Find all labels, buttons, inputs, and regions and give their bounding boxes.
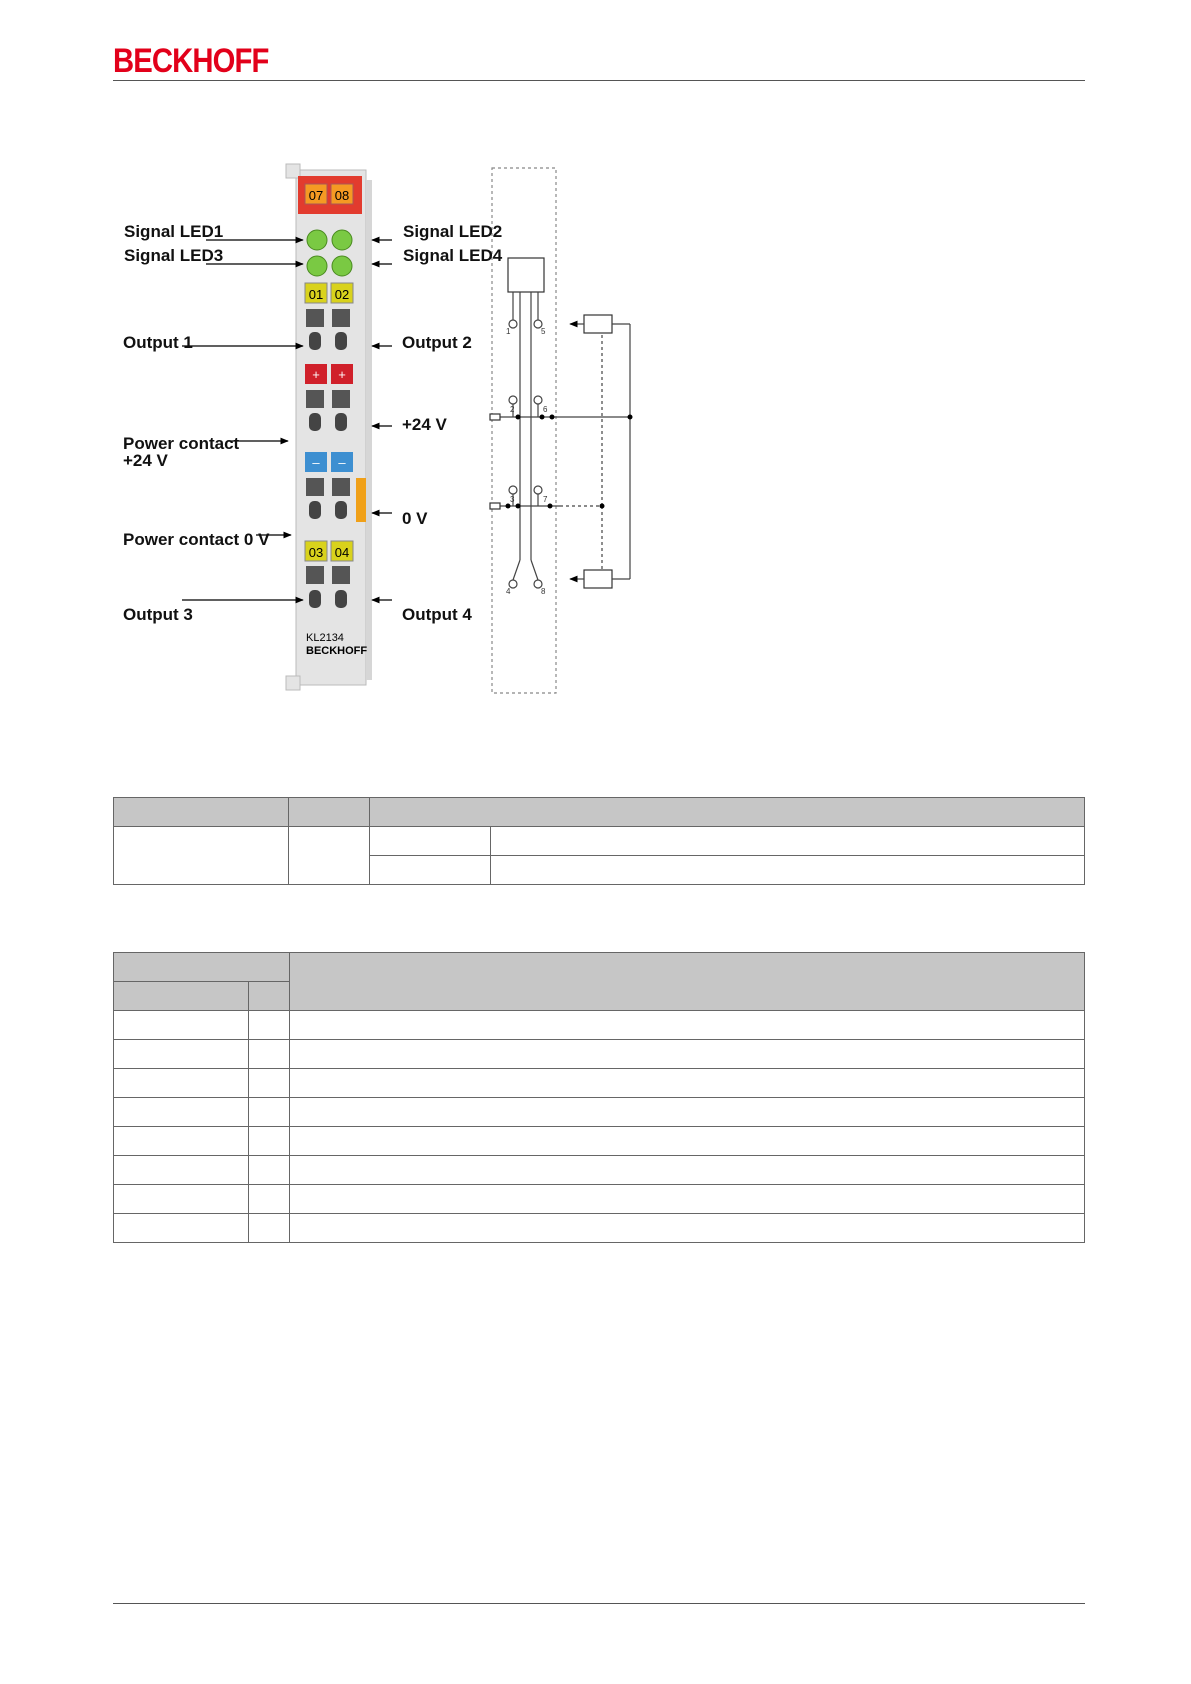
contact-table-header-1 (114, 953, 290, 982)
header-rule (113, 80, 1085, 81)
table-row-cell (249, 1185, 290, 1214)
label-07: 07 (308, 188, 324, 203)
terminal-brand-print: BECKHOFF (306, 645, 368, 657)
footer-rule (113, 1603, 1085, 1604)
callout-output3: Output 3 (123, 605, 193, 624)
table-row-cell (114, 1185, 249, 1214)
pin-4: 4 (506, 587, 511, 596)
callout-signal-led1: Signal LED1 (124, 222, 224, 241)
table-row-cell (290, 1156, 1085, 1185)
table-row-cell (114, 1040, 249, 1069)
table-row-cell (114, 1098, 249, 1127)
callout-output2: Output 2 (402, 333, 472, 352)
table-row-cell (114, 1127, 249, 1156)
table-row-cell (114, 1156, 249, 1185)
label-02: 02 (334, 287, 350, 302)
table-row-cell (290, 1127, 1085, 1156)
callout-power-contact-24-l2: +24 V (123, 451, 168, 470)
pin-1: 1 (506, 327, 511, 336)
minus-mark-right: – (338, 455, 346, 470)
contact-table (113, 952, 1085, 1243)
callout-output4: Output 4 (402, 605, 472, 624)
pin-7: 7 (543, 495, 548, 504)
callout-plus24: +24 V (402, 415, 447, 434)
led-table-cell (491, 827, 1085, 856)
led-table-header-1 (114, 798, 289, 827)
contact-table-subheader-2 (249, 982, 290, 1011)
table-row-cell (249, 1011, 290, 1040)
contact-table-header-2 (290, 953, 1085, 1011)
table-row-cell (249, 1156, 290, 1185)
table-row-cell (290, 1069, 1085, 1098)
pin-6: 6 (543, 405, 548, 414)
callout-signal-led2: Signal LED2 (403, 222, 503, 241)
table-row-cell (249, 1214, 290, 1243)
label-04: 04 (334, 545, 350, 560)
table-row-cell (114, 1069, 249, 1098)
pin-numbers (506, 327, 548, 596)
table-row-cell (290, 1098, 1085, 1127)
led-table (113, 797, 1085, 885)
pin-8: 8 (541, 587, 546, 596)
callout-power-contact-24-l1: Power contact (123, 434, 240, 453)
table-row-cell (290, 1040, 1085, 1069)
table-row-cell (114, 1011, 249, 1040)
table-row-cell (290, 1214, 1085, 1243)
pin-2: 2 (510, 405, 515, 414)
callout-zero-v: 0 V (402, 509, 428, 528)
callout-signal-led3: Signal LED3 (124, 246, 224, 265)
table-row-cell (249, 1127, 290, 1156)
table-row-cell (249, 1098, 290, 1127)
led-table-cell (491, 856, 1085, 885)
terminal-body (286, 164, 372, 690)
table-row-cell (114, 1214, 249, 1243)
callout-power-contact-0v: Power contact 0 V (123, 530, 270, 549)
contact-table-subheader-1 (114, 982, 249, 1011)
led-table-cell (289, 827, 370, 885)
plus-mark-right: + (338, 367, 346, 382)
terminal-model-print: KL2134 (306, 632, 344, 644)
beckhoff-logo: BECKHOFF (113, 42, 269, 80)
callout-signal-led4: Signal LED4 (403, 246, 503, 265)
table-row-cell (290, 1185, 1085, 1214)
table-row-cell (249, 1069, 290, 1098)
plus-mark-left: + (312, 367, 320, 382)
led-table-header-2 (289, 798, 370, 827)
led-table-header-3 (370, 798, 1085, 827)
label-08: 08 (334, 188, 350, 203)
table-row-cell (249, 1040, 290, 1069)
label-01: 01 (308, 287, 324, 302)
callout-output1: Output 1 (123, 333, 193, 352)
led-table-cell (114, 827, 289, 885)
table-row-cell (290, 1011, 1085, 1040)
wiring-schematic (490, 168, 630, 693)
led-table-cell (370, 827, 491, 856)
pin-5: 5 (541, 327, 546, 336)
minus-mark-left: – (312, 455, 320, 470)
pin-3: 3 (510, 495, 515, 504)
led-table-cell (370, 856, 491, 885)
junction-dots (506, 415, 633, 509)
label-03: 03 (308, 545, 324, 560)
